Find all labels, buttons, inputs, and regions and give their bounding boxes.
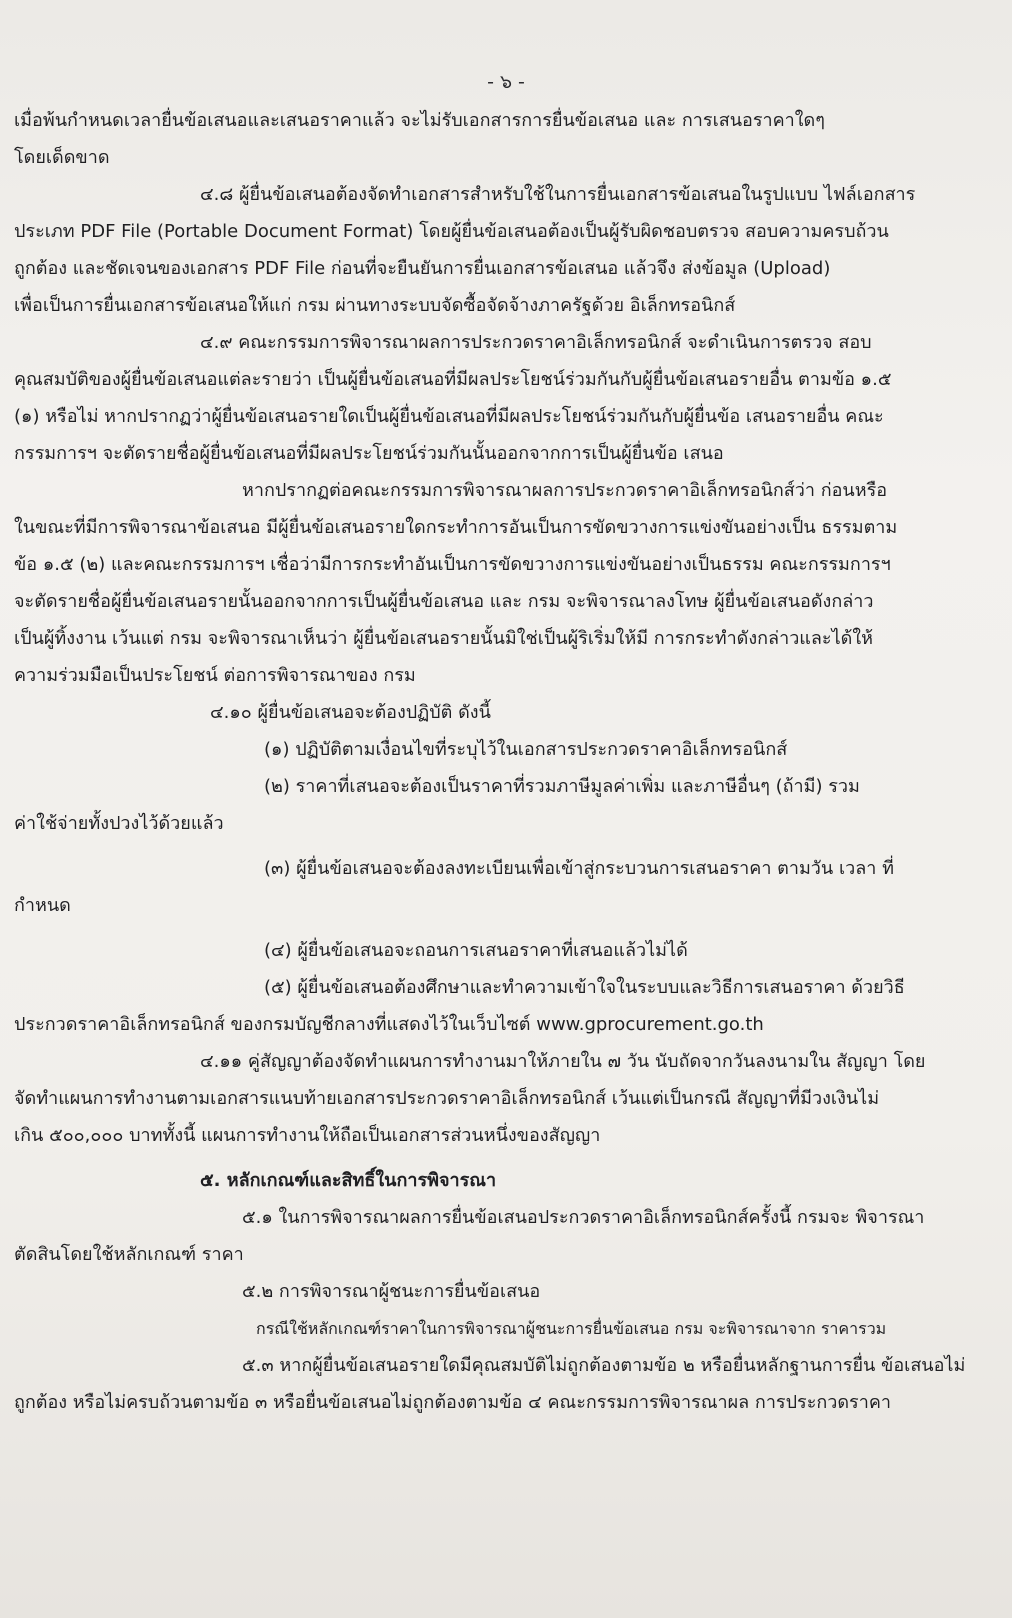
text-line: ประกวดราคาอิเล็กทรอนิกส์ ของกรมบัญชีกลางที่แสดงไว้ในเว็บไซต์ www.gprocurement.go.th xyxy=(14,1014,764,1035)
text-line: คุณสมบัติของผู้ยื่นข้อเสนอแต่ละรายว่า เป็นผู้ยื่นข้อเสนอที่มีผลประโยชน์ร่วมกันกับผู้ยื่นข้อเสนอรายอื่น ตามข้อ ๑.๕ xyxy=(14,369,892,390)
line-gap xyxy=(14,1154,976,1162)
text-line: ค่าใช้จ่ายทั้งปวงไว้ด้วยแล้ว xyxy=(14,813,224,834)
text-line: ๔.๙ คณะกรรมการพิจารณาผลการประกวดราคาอิเล็กทรอนิกส์ จะดำเนินการตรวจ สอบ xyxy=(200,332,872,353)
text-line: ๕.๓ หากผู้ยื่นข้อเสนอรายใดมีคุณสมบัติไม่ถูกต้องตามข้อ ๒ หรือยื่นหลักฐานการยื่น ข้อเสนอไม่ xyxy=(242,1355,966,1376)
page-number: - ๖ - xyxy=(487,71,525,93)
text-line: ถูกต้อง และชัดเจนของเอกสาร PDF File ก่อนที่จะยืนยันการยื่นเอกสารข้อเสนอ แล้วจึง ส่งข้อมูล (Upload) xyxy=(14,258,831,279)
text-line: ๔.๘ ผู้ยื่นข้อเสนอต้องจัดทำเอกสารสำหรับใช้ในการยื่นเอกสารข้อเสนอในรูปแบบ ไฟล์เอกสาร xyxy=(200,184,916,205)
text-line: โดยเด็ดขาด xyxy=(14,147,110,168)
text-line: เกิน ๕๐๐,๐๐๐ บาททั้งนี้ แผนการทำงานให้ถือเป็นเอกสารส่วนหนึ่งของสัญญา xyxy=(14,1125,601,1146)
text-line: กรรมการฯ จะตัดรายชื่อผู้ยื่นข้อเสนอที่มีผลประโยชน์ร่วมกันนั้นออกจากการเป็นผู้ยื่นข้อ เสนอ xyxy=(14,443,724,464)
text-line: ข้อ ๑.๕ (๒) และคณะกรรมการฯ เชื่อว่ามีการกระทำอันเป็นการขัดขวางการแข่งขันอย่างเป็นธรรม คณะกรรมการฯ xyxy=(14,554,891,575)
text-line: จัดทำแผนการทำงานตามเอกสารแนบท้ายเอกสารประกวดราคาอิเล็กทรอนิกส์ เว้นแต่เป็นกรณี สัญญาที่มีวงเงินไม่ xyxy=(14,1088,880,1109)
text-line: ตัดสินโดยใช้หลักเกณฑ์ ราคา xyxy=(14,1244,244,1265)
text-line: จะตัดรายชื่อผู้ยื่นข้อเสนอรายนั้นออกจากการเป็นผู้ยื่นข้อเสนอ และ กรม จะพิจารณาลงโทษ ผู้ยื่นข้อเสนอดังกล่าว xyxy=(14,591,874,612)
text-line: ประเภท PDF File (Portable Document Format) โดยผู้ยื่นข้อเสนอต้องเป็นผู้รับผิดชอบตรวจ สอบความครบถ้วน xyxy=(14,221,889,242)
text-line: ในขณะที่มีการพิจารณาข้อเสนอ มีผู้ยื่นข้อเสนอรายใดกระทำการอันเป็นการขัดขวางการแข่งขันอย่างเป็น ธรรมตาม xyxy=(14,517,898,538)
text-line: ๔.๑๐ ผู้ยื่นข้อเสนอจะต้องปฏิบัติ ดังนี้ xyxy=(210,702,491,723)
text-line: กำหนด xyxy=(14,895,71,916)
text-line: ถูกต้อง หรือไม่ครบถ้วนตามข้อ ๓ หรือยื่นข้อเสนอไม่ถูกต้องตามข้อ ๔ คณะกรรมการพิจารณาผล การประกวดราคา xyxy=(14,1392,891,1413)
line-gap xyxy=(14,842,976,850)
text-line: ๔.๑๑ คู่สัญญาต้องจัดทำแผนการทำงานมาให้ภายใน ๗ วัน นับถัดจากวันลงนามใน สัญญา โดย xyxy=(200,1051,926,1072)
document-body xyxy=(14,102,976,1421)
text-line: (๓) ผู้ยื่นข้อเสนอจะต้องลงทะเบียนเพื่อเข้าสู่กระบวนการเสนอราคา ตามวัน เวลา ที่ xyxy=(264,858,894,879)
text-line: ๕.๒ การพิจารณาผู้ชนะการยื่นข้อเสนอ xyxy=(242,1281,541,1302)
text-line: เมื่อพ้นกำหนดเวลายื่นข้อเสนอและเสนอราคาแล้ว จะไม่รับเอกสารการยื่นข้อเสนอ และ การเสนอราคาใดๆ xyxy=(14,110,825,131)
text-line: เพื่อเป็นการยื่นเอกสารข้อเสนอให้แก่ กรม ผ่านทางระบบจัดซื้อจัดจ้างภาครัฐด้วย อิเล็กทรอนิกส์ xyxy=(14,295,736,316)
text-line: หากปรากฏต่อคณะกรรมการพิจารณาผลการประกวดราคาอิเล็กทรอนิกส์ว่า ก่อนหรือ xyxy=(242,480,888,501)
text-line: (๑) ปฏิบัติตามเงื่อนไขที่ระบุไว้ในเอกสารประกวดราคาอิเล็กทรอนิกส์ xyxy=(264,739,788,760)
line-gap xyxy=(14,924,976,932)
section-heading: ๕. หลักเกณฑ์และสิทธิ์ในการพิจารณา xyxy=(200,1170,497,1191)
text-line: ๕.๑ ในการพิจารณาผลการยื่นข้อเสนอประกวดราคาอิเล็กทรอนิกส์ครั้งนี้ กรมจะ พิจารณา xyxy=(242,1207,925,1228)
text-line: ความร่วมมือเป็นประโยชน์ ต่อการพิจารณาของ กรม xyxy=(14,665,416,686)
text-line: กรณีใช้หลักเกณฑ์ราคาในการพิจารณาผู้ชนะการยื่นข้อเสนอ กรม จะพิจารณาจาก ราคารวม xyxy=(256,1319,887,1338)
text-line: เป็นผู้ทิ้งงาน เว้นแต่ กรม จะพิจารณาเห็นว่า ผู้ยื่นข้อเสนอรายนั้นมิใช่เป็นผู้ริเริ่มให้มี การกระทำดังกล่าวและได้ให้ xyxy=(14,628,873,649)
text-line: (๑) หรือไม่ หากปรากฏว่าผู้ยื่นข้อเสนอรายใดเป็นผู้ยื่นข้อเสนอที่มีผลประโยชน์ร่วมกันกับผู้ยื่นข้อ เสนอรายอื่น คณะ xyxy=(14,406,884,427)
text-line: (๒) ราคาที่เสนอจะต้องเป็นราคาที่รวมภาษีมูลค่าเพิ่ม และภาษีอื่นๆ (ถ้ามี) รวม xyxy=(264,776,860,797)
text-line: (๕) ผู้ยื่นข้อเสนอต้องศึกษาและทำความเข้าใจในระบบและวิธีการเสนอราคา ด้วยวิธี xyxy=(264,977,905,998)
text-line: (๔) ผู้ยื่นข้อเสนอจะถอนการเสนอราคาที่เสนอแล้วไม่ได้ xyxy=(264,940,688,961)
